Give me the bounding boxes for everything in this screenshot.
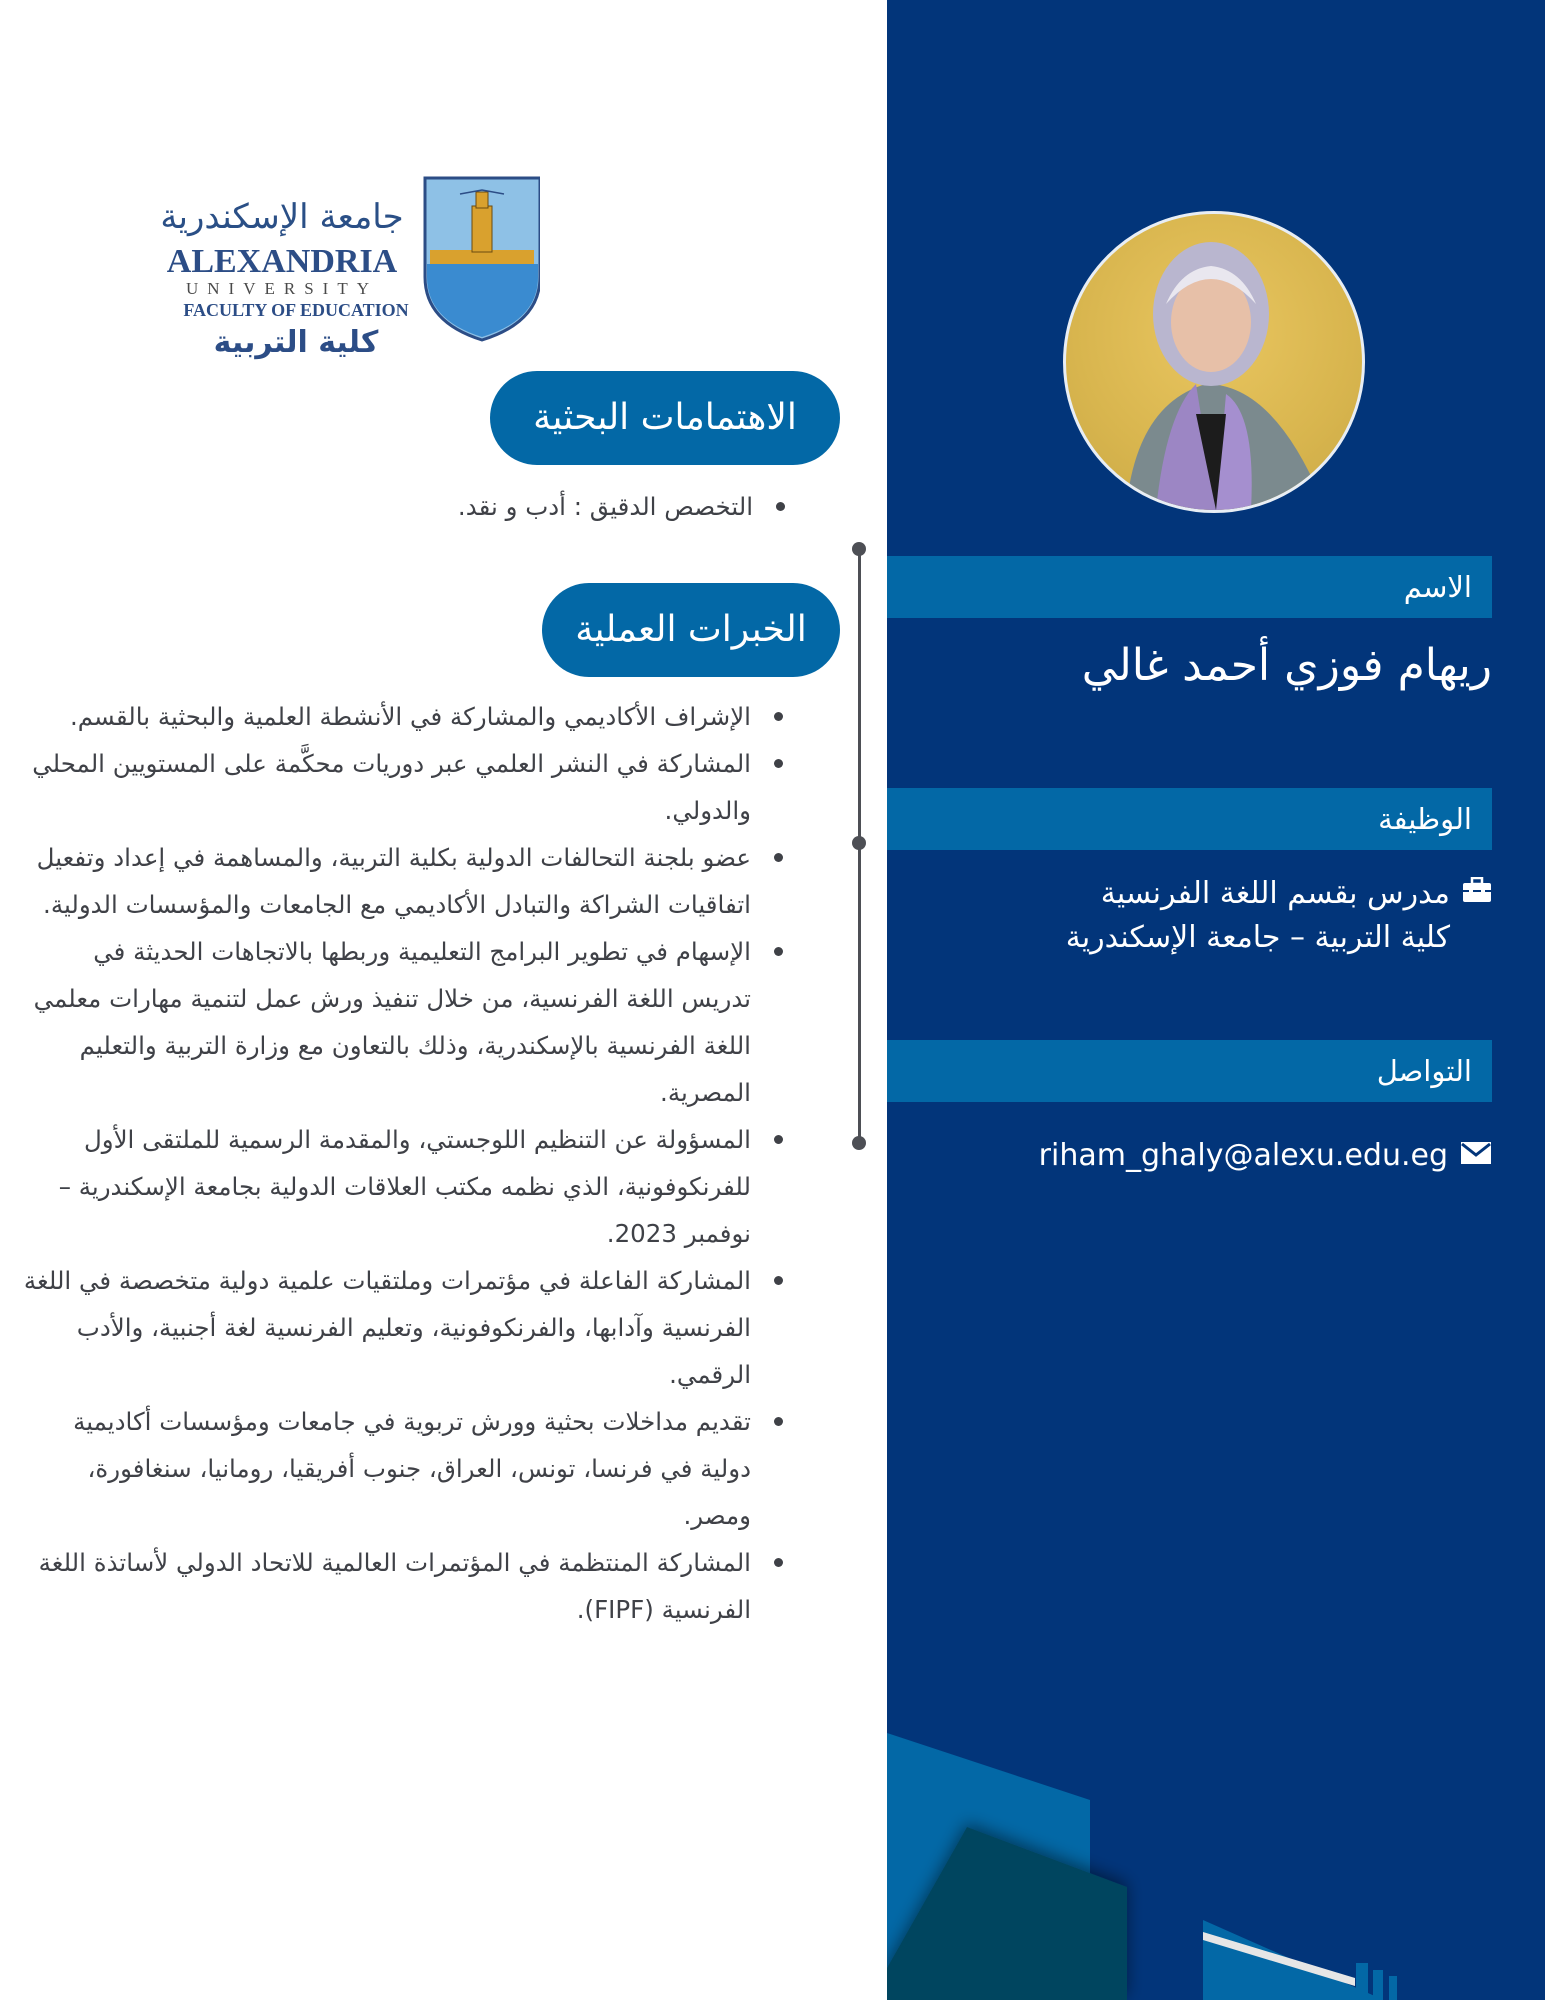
university-logo (160, 172, 540, 372)
list-item: التخصص الدقيق : أدب و نقد. (265, 483, 785, 530)
list-item: عضو بلجنة التحالفات الدولية بكلية التربية، والمساهمة في إعداد وتفعيل اتفاقيات الشراكة والتبادل الأكاديمي مع الجامعات والمؤسسات الدولية. (23, 834, 783, 928)
list-item: الإشراف الأكاديمي والمشاركة في الأنشطة العلمية والبحثية بالقسم. (23, 693, 783, 740)
research-heading: الاهتمامات البحثية (490, 371, 840, 465)
experience-heading: الخبرات العملية (542, 583, 840, 677)
deco-bar (1373, 1970, 1383, 2000)
timeline-dot (852, 542, 866, 556)
logo-faculty-en: FACULTY OF EDUCATION (183, 300, 409, 320)
experience-list (23, 693, 783, 1633)
list-item: المشاركة في النشر العلمي عبر دوريات محكَّمة على المستويين المحلي والدولي. (23, 740, 783, 834)
research-list (265, 483, 785, 530)
contact-label: التواصل (887, 1040, 1492, 1102)
envelope-icon (1460, 1138, 1492, 1173)
job-label: الوظيفة (887, 788, 1492, 850)
job-title: مدرس بقسم اللغة الفرنسية (1100, 876, 1450, 911)
job-block (1066, 872, 1492, 960)
logo-arabic-name: جامعة الإسكندرية (160, 197, 404, 237)
email-link[interactable]: riham_ghaly@alexu.edu.eg (1038, 1138, 1448, 1173)
timeline-dot (852, 836, 866, 850)
name-label: الاسم (887, 556, 1492, 618)
logo-english-name: ALEXANDRIA (166, 243, 398, 280)
person-name: ريهام فوزي أحمد غالي (1081, 640, 1492, 691)
lighthouse-shield-icon (425, 178, 540, 340)
profile-photo (1063, 211, 1365, 513)
contact-row (1039, 1138, 1492, 1173)
timeline-dot (852, 1136, 866, 1150)
list-item: تقديم مداخلات بحثية وورش تربوية في جامعات ومؤسسات أكاديمية دولية في فرنسا، تونس، العراق، جنوب أفريقيا، رومانيا، سنغافورة، ومصر. (23, 1398, 783, 1539)
briefcase-icon (1462, 872, 1492, 916)
list-item: المسؤولة عن التنظيم اللوجستي، والمقدمة الرسمية للملتقى الأول للفرنكوفونية، الذي نظمه مكتب العلاقات الدولية بجامعة الإسكندرية – نوفمبر 2023. (23, 1116, 783, 1257)
person-avatar (1066, 214, 1362, 510)
job-institution: كلية التربية – جامعة الإسكندرية (1065, 920, 1450, 955)
logo-graphic (160, 172, 540, 372)
list-item: الإسهام في تطوير البرامج التعليمية وربطها بالاتجاهات الحديثة في تدريس اللغة الفرنسية، من خلال تنفيذ ورش عمل لتنمية مهارات معلمي اللغة الفرنسية بالإسكندرية، وذلك بالتعاون مع وزارة التربية والتعليم المصرية. (23, 928, 783, 1116)
list-item: المشاركة الفاعلة في مؤتمرات وملتقيات علمية دولية متخصصة في اللغة الفرنسية وآدابها، والفرنكوفونية، وتعليم الفرنسية لغة أجنبية، والأدب الرقمي. (23, 1257, 783, 1398)
deco-bar (1389, 1976, 1397, 2000)
logo-english-sub: UNIVERSITY (186, 279, 378, 298)
list-item: المشاركة المنتظمة في المؤتمرات العالمية للاتحاد الدولي لأساتذة اللغة الفرنسية (FIPF). (23, 1539, 783, 1633)
logo-faculty-ar: كلية التربية (213, 325, 379, 360)
deco-bar (1356, 1963, 1368, 2000)
